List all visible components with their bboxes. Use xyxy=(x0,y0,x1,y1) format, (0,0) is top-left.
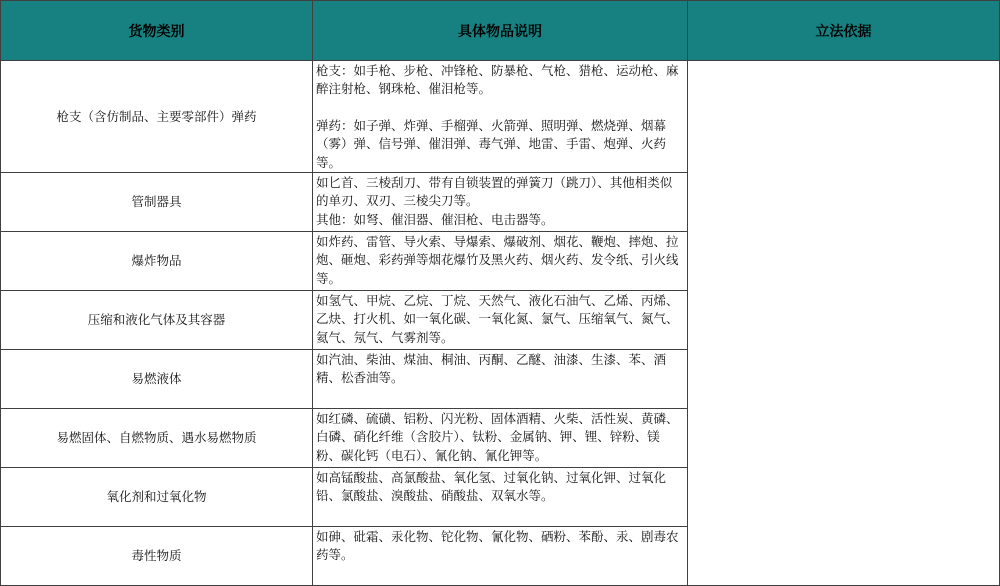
category-cell: 氧化剂和过氧化物 xyxy=(1,468,313,527)
description-text: 其他：如弩、催泪器、催泪枪、电击器等。 xyxy=(316,211,554,227)
description-cell xyxy=(313,61,688,173)
header-row xyxy=(1,1,1000,61)
header-description: 具体物品说明 xyxy=(313,1,688,61)
description-text: 如红磷、硫磺、铝粉、闪光粉、固体酒精、火柴、活性炭、黄磷、白磷、硝化纤维（含胶片）、钛粉、金属钠、钾、锂、锌粉、镁粉、碳化钙（电石）、氰化钠、氰化钾等。 xyxy=(316,411,679,463)
header-legal-basis: 立法依据 xyxy=(688,1,1000,61)
description-text: 枪支：如手枪、步枪、冲锋枪、防暴枪、气枪、猎枪、运动枪、麻醉注射枪、钢珠枪、催泪枪等。 xyxy=(316,63,679,97)
description-cell xyxy=(313,409,688,468)
description-text: 如高锰酸盐、高氯酸盐、氧化氢、过氧化钠、过氧化钾、过氧化铅、氯酸盐、溴酸盐、硝酸盐、双氧水等。 xyxy=(316,470,667,504)
table-row xyxy=(1,61,1000,173)
category-cell: 易燃液体 xyxy=(1,350,313,409)
description-cell xyxy=(313,232,688,291)
category-cell: 枪支（含仿制品、主要零部件）弹药 xyxy=(1,61,313,173)
category-cell: 易燃固体、自燃物质、遇水易燃物质 xyxy=(1,409,313,468)
category-cell: 管制器具 xyxy=(1,173,313,232)
description-text: 如匕首、三棱刮刀、带有自锁装置的弹簧刀（跳刀）、其他相类似的单刃、双刃、三棱尖刀等。 xyxy=(316,175,673,209)
description-cell xyxy=(313,468,688,527)
description-text: 如砷、砒霜、汞化物、铊化物、氰化物、硒粉、苯酚、汞、剧毒农药等。 xyxy=(316,529,679,563)
category-cell: 爆炸物品 xyxy=(1,232,313,291)
description-text: 如氢气、甲烷、乙烷、丁烷、天然气、液化石油气、乙烯、丙烯、乙炔、打火机、如一氧化碳、一氧化氮、氯气、压缩氧气、氮气、氦气、氖气、气雾剂等。 xyxy=(316,293,679,345)
description-text: 如汽油、柴油、煤油、桐油、丙酮、乙醚、油漆、生漆、苯、酒精、松香油等。 xyxy=(316,352,667,386)
header-category: 货物类别 xyxy=(1,1,313,61)
description-cell xyxy=(313,350,688,409)
category-cell: 毒性物质 xyxy=(1,527,313,586)
description-cell xyxy=(313,291,688,350)
description-text: 弹药：如子弹、炸弹、手榴弹、火箭弹、照明弹、燃烧弹、烟幕（雾）弹、信号弹、催泪弹、毒气弹、地雷、手雷、炮弹、火药等。 xyxy=(316,117,667,170)
category-cell: 压缩和液化气体及其容器 xyxy=(1,291,313,350)
description-cell xyxy=(313,527,688,586)
description-text: 如炸药、雷管、导火索、导爆索、爆破剂、烟花、鞭炮、摔炮、拉炮、砸炮、彩药弹等烟花爆竹及黑火药、烟火药、发令纸、引火线等。 xyxy=(316,234,679,286)
description-cell xyxy=(313,173,688,232)
legal-basis-cell xyxy=(688,61,1000,586)
